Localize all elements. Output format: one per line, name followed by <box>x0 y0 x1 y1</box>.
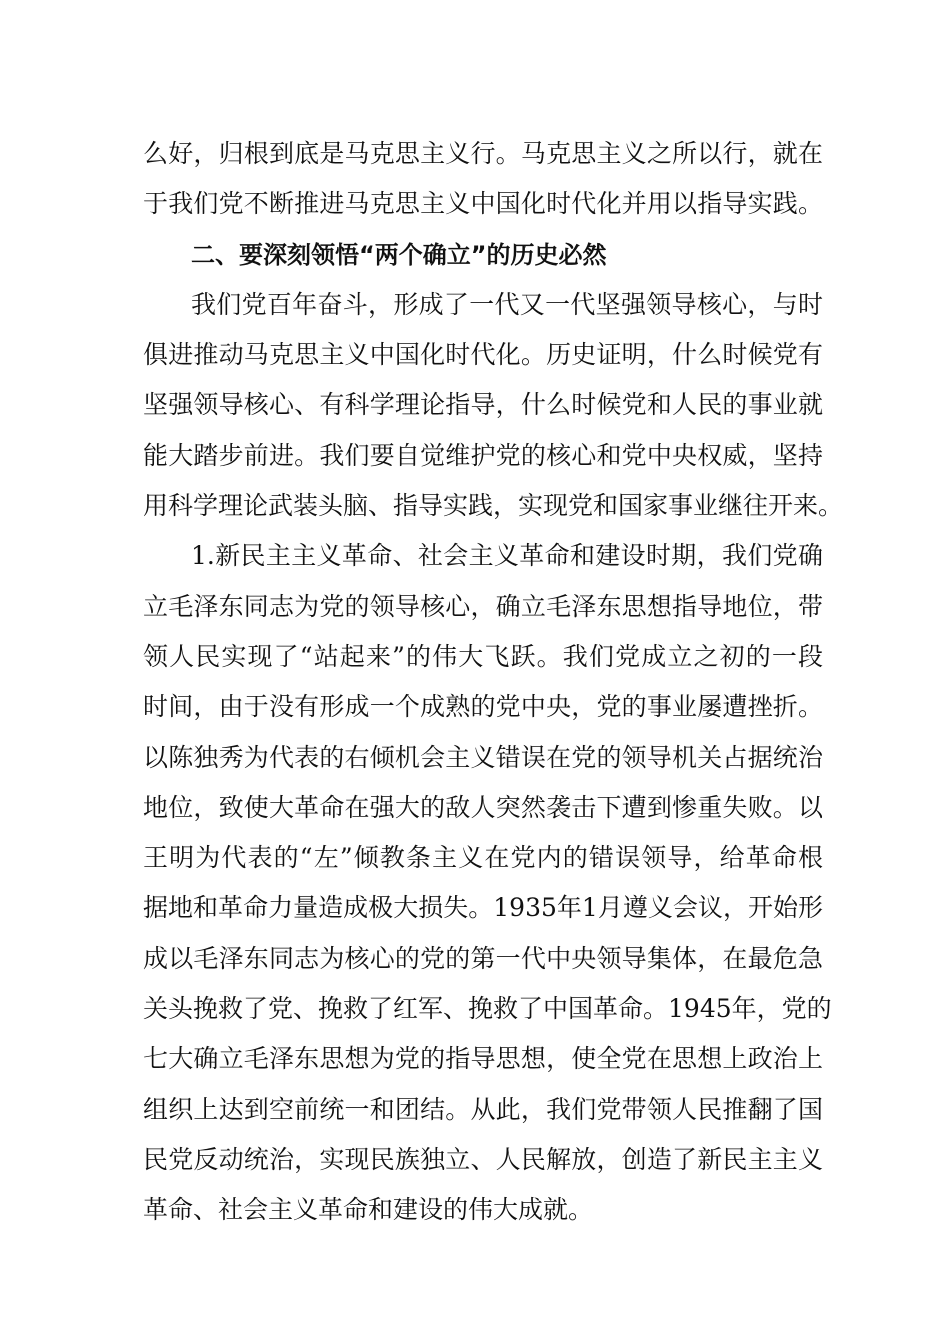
text-line: 么好，归根到底是马克思主义行。马克思主义之所以行，就在 <box>143 139 823 168</box>
text-line: 时间，由于没有形成一个成熟的党中央，党的事业屡遭挫折。 <box>143 692 823 722</box>
text-line: 用科学理论武装头脑、指导实践，实现党和国家事业继往开来。 <box>143 491 844 521</box>
text-line: 能大踏步前进。我们要自觉维护党的核心和党中央权威，坚持 <box>143 440 823 470</box>
text-line: 王明为代表的“左”倾教条主义在党内的错误领导，给革命根 <box>143 843 823 873</box>
text-line: 民党反动统治，实现民族独立、人民解放，创造了新民主主义 <box>143 1144 823 1174</box>
section-heading: 二、要深刻领悟“两个确立”的历史必然 <box>191 240 607 269</box>
text-line: 坚强领导核心、有科学理论指导，什么时候党和人民的事业就 <box>143 390 823 420</box>
text-line: 关头挽救了党、挽救了红军、挽救了中国革命。1945年，党的 <box>143 994 832 1024</box>
text-line: 革命、社会主义革命和建设的伟大成就。 <box>143 1195 594 1225</box>
text-line: 我们党百年奋斗，形成了一代又一代坚强领导核心，与时 <box>191 289 823 319</box>
text-line: 俱进推动马克思主义中国化时代化。历史证明，什么时候党有 <box>143 340 823 370</box>
text-line: 据地和革命力量造成极大损失。1935年1月遵义会议，开始形 <box>143 893 823 923</box>
text-line: 成以毛泽东同志为核心的党的第一代中央领导集体，在最危急 <box>143 943 823 973</box>
text-line: 领人民实现了“站起来”的伟大飞跃。我们党成立之初的一段 <box>143 641 823 671</box>
text-line: 于我们党不断推进马克思主义中国化时代化并用以指导实践。 <box>143 189 823 219</box>
text-line: 立毛泽东同志为党的领导核心，确立毛泽东思想指导地位，带 <box>143 591 823 621</box>
document-body <box>143 129 844 1236</box>
text-line: 1.新民主主义革命、社会主义革命和建设时期，我们党确 <box>191 541 823 571</box>
text-line: 七大确立毛泽东思想为党的指导思想，使全党在思想上政治上 <box>143 1044 823 1074</box>
text-line: 地位，致使大革命在强大的敌人突然袭击下遭到惨重失败。以 <box>143 792 823 822</box>
text-line: 组织上达到空前统一和团结。从此，我们党带领人民推翻了国 <box>143 1094 823 1124</box>
text-line: 以陈独秀为代表的右倾机会主义错误在党的领导机关占据统治 <box>143 742 823 772</box>
